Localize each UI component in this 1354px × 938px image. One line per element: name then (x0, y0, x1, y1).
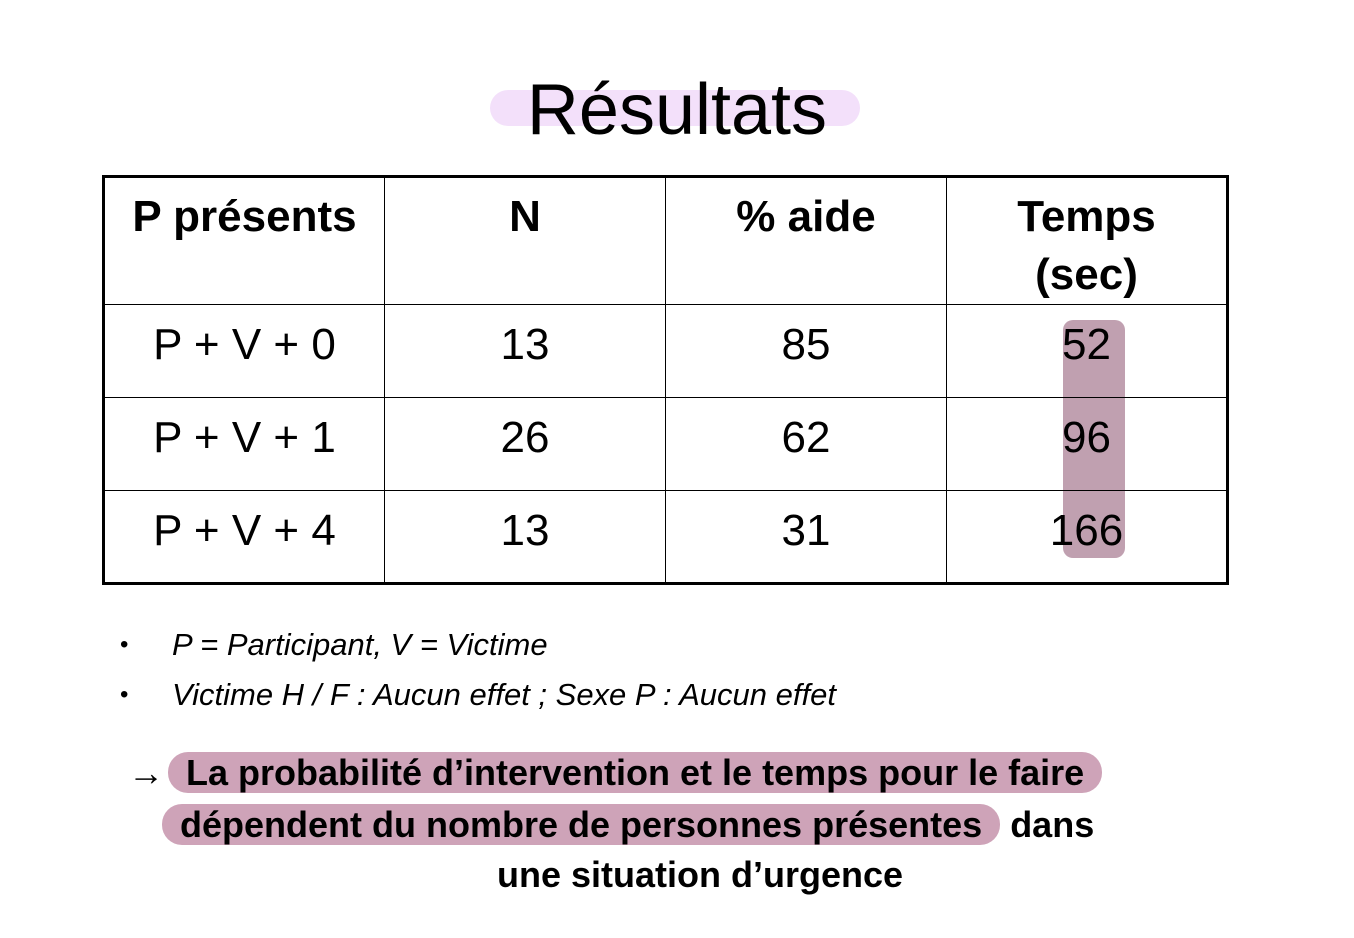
cell (947, 398, 1228, 491)
arrow-icon: → (128, 752, 164, 793)
header-n: N (385, 177, 666, 305)
table-header-row (104, 177, 1228, 305)
conclusion-text: une situation d’urgence (496, 854, 904, 895)
header-temps-text: Temps (sec) (1017, 192, 1156, 299)
cell (947, 305, 1228, 398)
cell: 13 (385, 491, 666, 584)
cell-text: 52 (1062, 320, 1111, 369)
cell (947, 491, 1228, 584)
cell: 31 (666, 491, 947, 584)
cell: P + V + 1 (104, 398, 385, 491)
header-percent-aide: % aide (666, 177, 947, 305)
table-row (104, 398, 1228, 491)
table-row (104, 491, 1228, 584)
results-table (102, 175, 1229, 585)
cell: 26 (385, 398, 666, 491)
note-text: Victime H / F : Aucun effet ; Sexe P : Aucun effet (172, 677, 836, 712)
conclusion-highlight: dépendent du nombre de personnes présentes (162, 804, 1000, 845)
conclusion-text: dans (1010, 804, 1095, 845)
header-p-presents: P présents (104, 177, 385, 305)
cell-text: 166 (1049, 505, 1124, 555)
cell-text: 96 (1062, 413, 1111, 462)
bullet-icon: • (120, 631, 129, 658)
table-row (104, 305, 1228, 398)
conclusion-line-3 (0, 854, 1354, 896)
cell: P + V + 0 (104, 305, 385, 398)
conclusion-line-1 (128, 752, 1102, 794)
notes-list (120, 620, 836, 720)
note-item (120, 670, 836, 720)
cell: 62 (666, 398, 947, 491)
note-text: P = Participant, V = Victime (172, 627, 548, 662)
conclusion-highlight: La probabilité d’intervention et le temps pour le faire (168, 752, 1102, 793)
cell: P + V + 4 (104, 491, 385, 584)
cell: 13 (385, 305, 666, 398)
cell: 85 (666, 305, 947, 398)
header-temps (947, 177, 1228, 305)
conclusion-line-2 (162, 804, 1094, 846)
slide-title: Résultats (526, 70, 828, 150)
note-item (120, 620, 836, 670)
bullet-icon: • (120, 681, 129, 708)
